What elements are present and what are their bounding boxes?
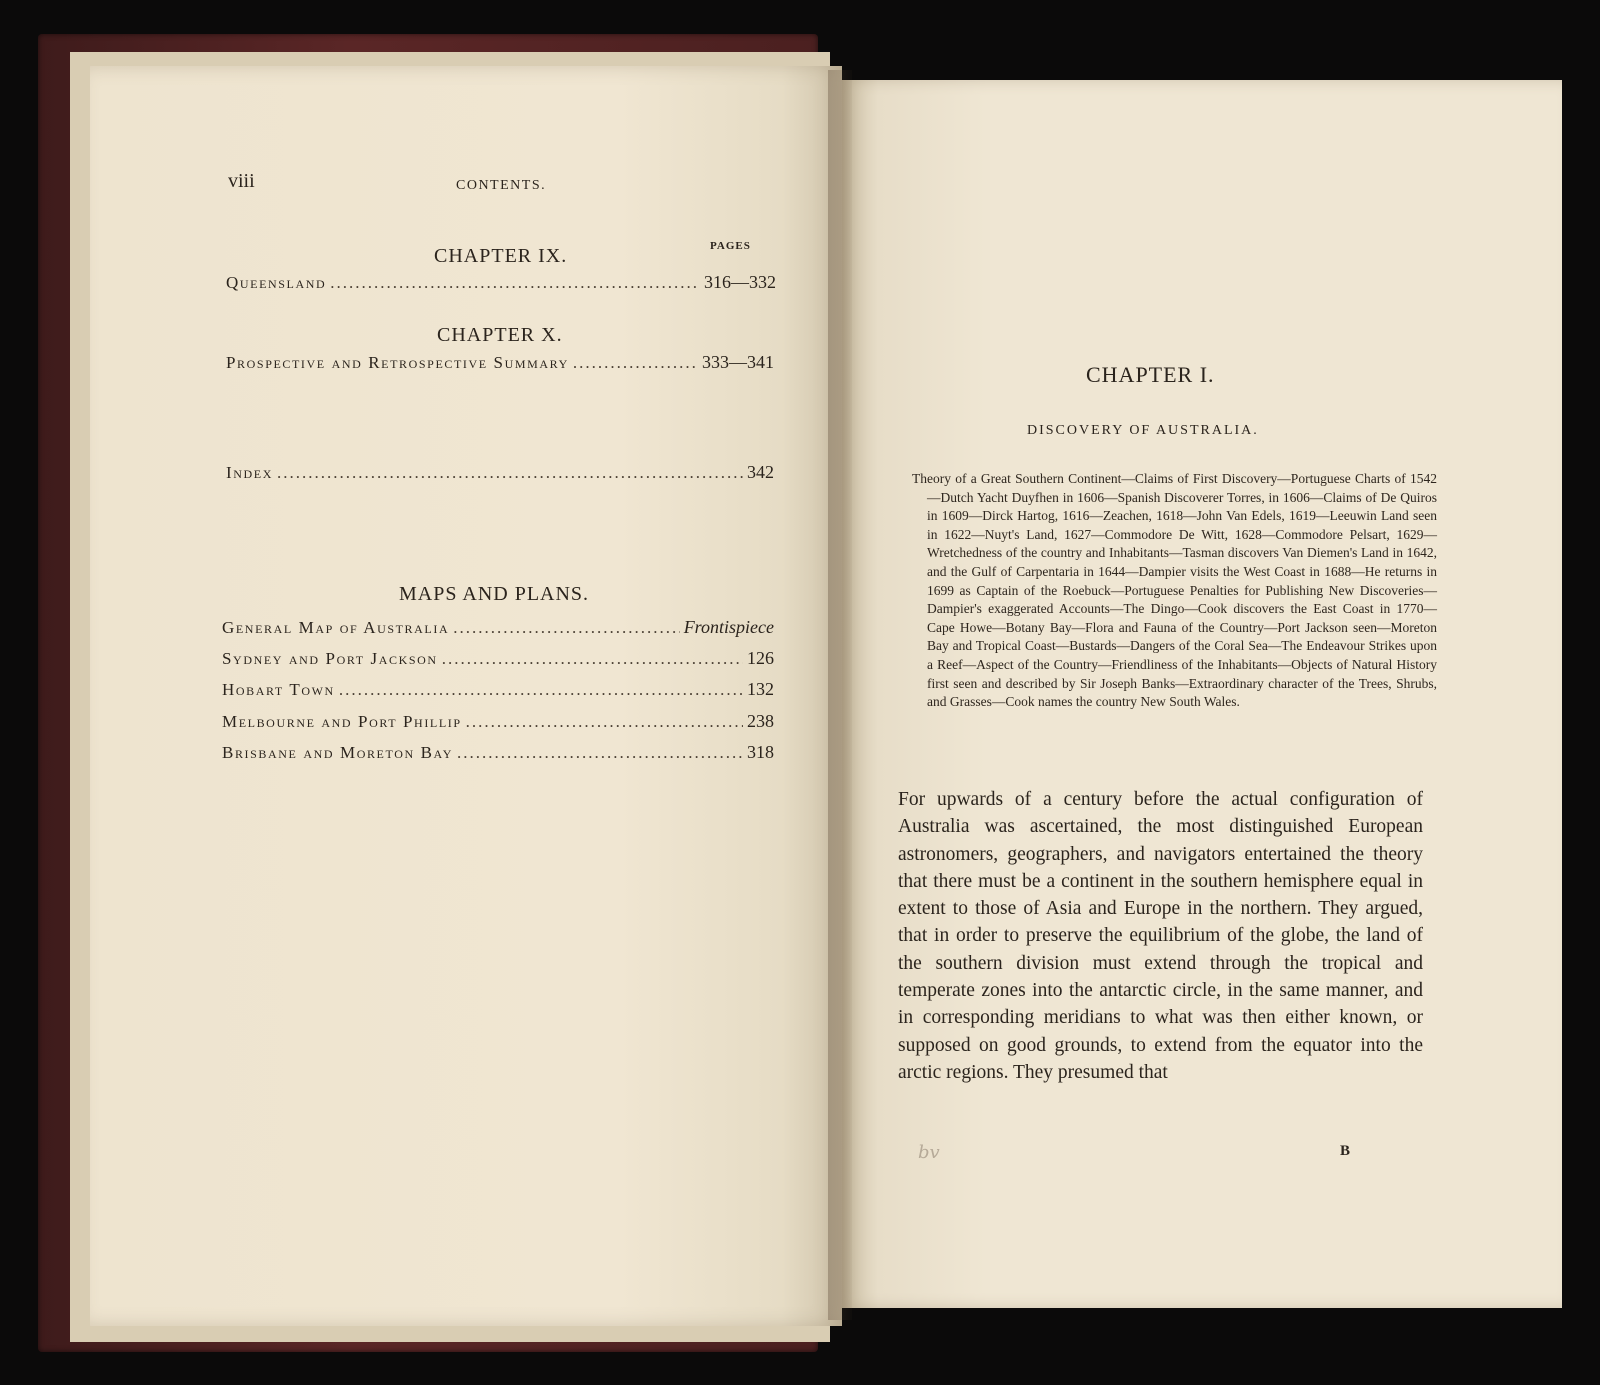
map-entry-page: 132: [747, 679, 774, 699]
leader-dots: [573, 353, 698, 373]
map-entry: [222, 648, 774, 669]
toc-entry-index: [226, 462, 774, 483]
pencil-mark: bv: [918, 1142, 940, 1163]
toc-entry-title: Index: [226, 463, 273, 482]
toc-entry: [226, 352, 774, 373]
toc-entry-pages: 333—341: [702, 352, 774, 372]
map-entry-title: Hobart Town: [222, 680, 335, 699]
chapter-heading: CHAPTER I.: [1086, 362, 1215, 387]
map-entry: [222, 679, 774, 700]
map-entry-page: 318: [747, 742, 774, 762]
pages-column-label: PAGES: [710, 240, 751, 252]
map-entry-page: 126: [747, 648, 774, 668]
toc-entry-title: Prospective and Retrospective Summary: [226, 353, 569, 372]
toc-entry-pages: 342: [747, 462, 774, 482]
leader-dots: [339, 680, 743, 700]
toc-entry-pages: 316—332: [704, 272, 776, 292]
leader-dots: [330, 273, 700, 293]
maps-heading: MAPS AND PLANS.: [399, 583, 590, 605]
leader-dots: [457, 743, 743, 763]
toc-entry-title: Queensland: [226, 273, 327, 292]
leader-dots: [453, 618, 679, 638]
map-entry-page: Frontispiece: [683, 617, 774, 637]
chapter-synopsis: Theory of a Great Southern Continent—Claims of First Discovery—Portuguese Charts of 1542—Dutch Yacht Duyfhen in 1606—Spanish Discoverer Torres, in 1606—Claims of De Quiros in 1609—Dirck Hartog, 1616—Zeachen, 1618—John Van Edels, 1619—Leeuwin Land seen in 1622—Nuyt's Land, 1627—Commodore De Witt, 1628—Commodore Pelsart, 1629—Wretchedness of the country and Inhabitants—Tasman discovers Van Diemen's Land in 1642, and the Gulf of Carpentaria in 1644—Dampier visits the West Coast in 1688—He returns in 1699 as Captain of the Roebuck—Portuguese Penalties for Publishing New Discoveries—Dampier's exaggerated Accounts—The Dingo—Cook discovers the East Coast in 1770—Cape Howe—Botany Bay—Flora and Fauna of the Country—Port Jackson seen—Moreton Bay and Tropical Coast—Bustards—Dangers of the Coral Sea—The Endeavour Strikes upon a Reef—Aspect of the Country—Friendliness of the Inhabitants—Objects of Natural History first seen and described by Sir Joseph Banks—Extraordinary character of the Trees, Shrubs, and Grasses—Cook names the country New South Wales.: [912, 471, 1437, 710]
leader-dots: [466, 712, 743, 732]
leader-dots: [277, 463, 743, 483]
body-text: For upwards of a century before the actual configuration of Australia was ascertained, the most distinguished European astronomers, geographers, and navigators entertained the theory that there must be a continent in the southern hemisphere equal in extent to those of Asia and Europe in the northern. They argued, that in order to preserve the equilibrium of the globe, the land of the southern division must extend through the tropical and temperate zones into the antarctic circle, in the same manner, and in corresponding meridians to what was then either known, or supposed on good grounds, to extend from the equator into the arctic regions. They presumed that: [898, 789, 1423, 1083]
page-number: viii: [228, 170, 255, 192]
leader-dots: [442, 649, 743, 669]
book-gutter: [828, 70, 852, 1320]
chapter-heading: CHAPTER IX.: [434, 245, 568, 267]
chapter-subtitle: DISCOVERY OF AUSTRALIA.: [1027, 423, 1259, 438]
toc-entry: [226, 272, 776, 293]
map-entry-title: General Map of Australia: [222, 618, 450, 637]
signature-mark: B: [1340, 1143, 1351, 1159]
map-entry: [222, 617, 774, 638]
map-entry: [222, 742, 774, 763]
chapter-heading: CHAPTER X.: [437, 324, 563, 346]
map-entry-page: 238: [747, 711, 774, 731]
map-entry-title: Brisbane and Moreton Bay: [222, 743, 453, 762]
running-head: CONTENTS.: [456, 178, 547, 193]
map-entry: [222, 711, 774, 732]
map-entry-title: Melbourne and Port Phillip: [222, 712, 462, 731]
map-entry-title: Sydney and Port Jackson: [222, 649, 438, 668]
